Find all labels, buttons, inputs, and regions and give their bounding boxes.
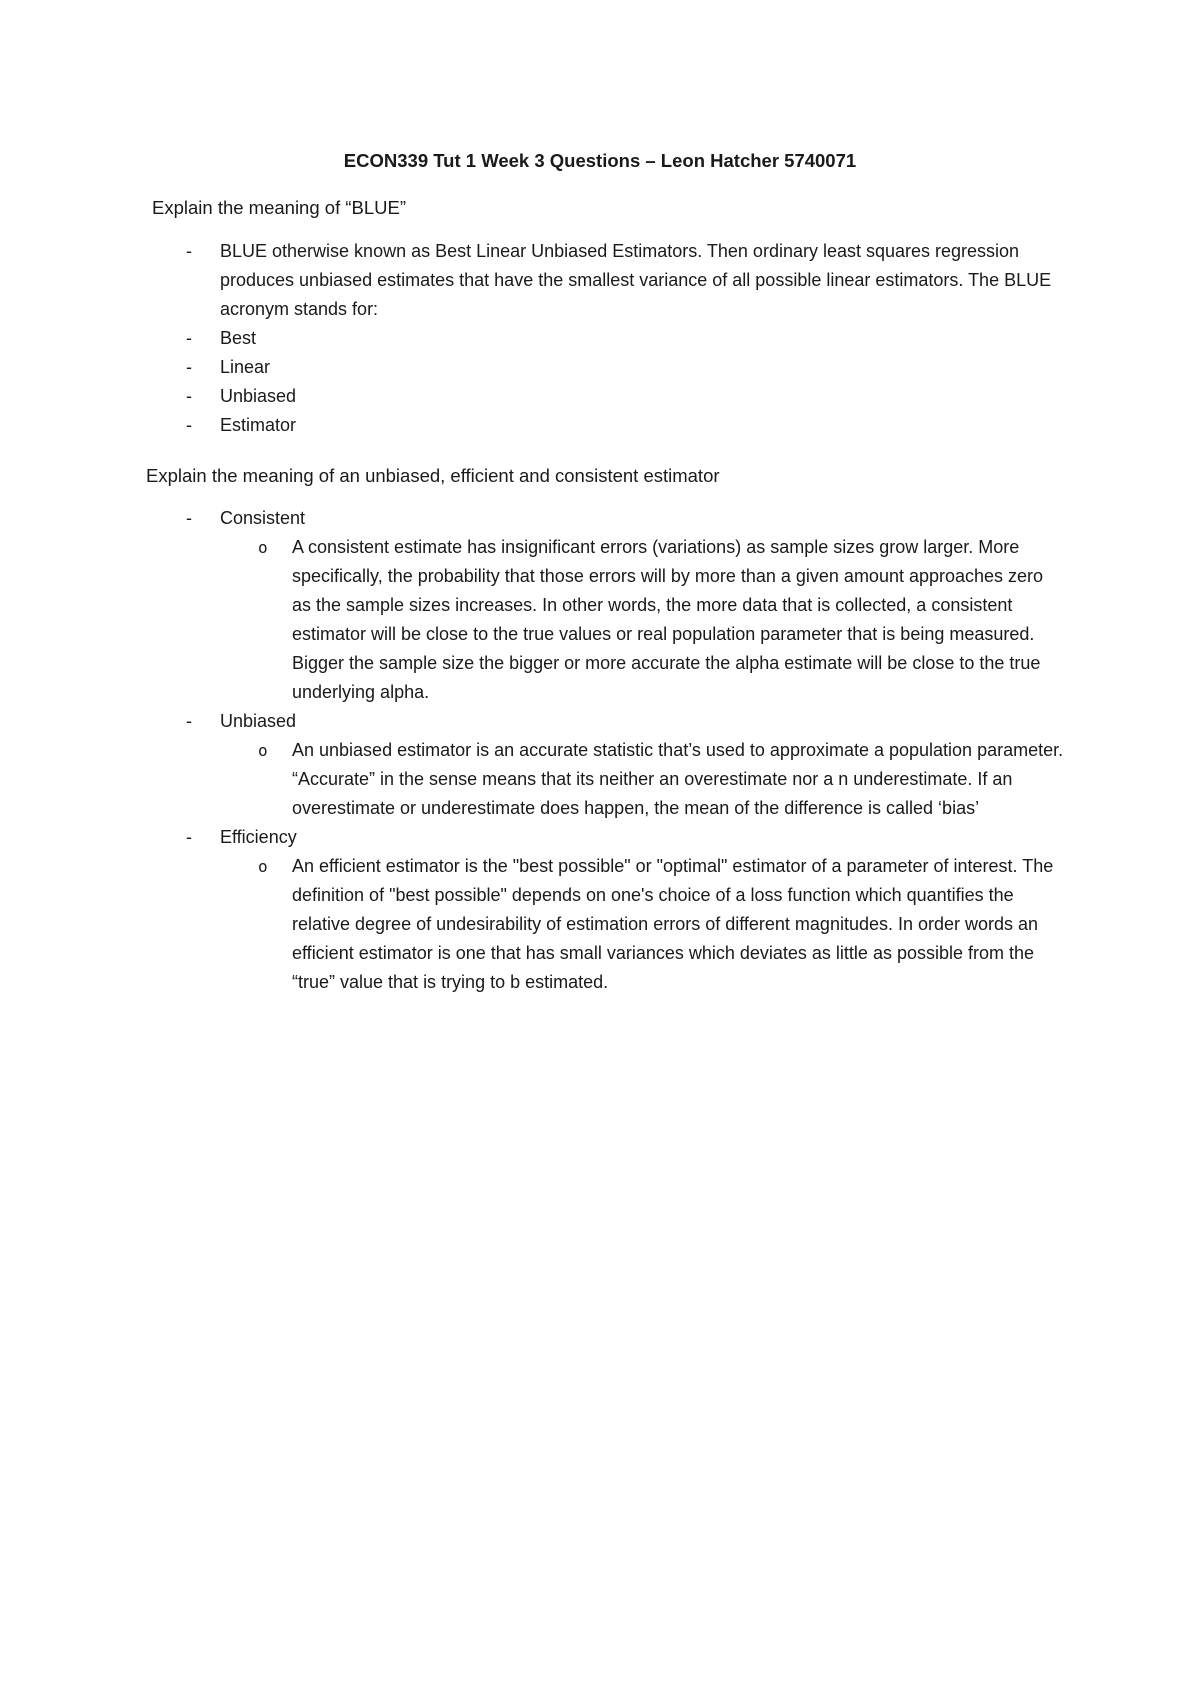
list-item [186,324,1066,353]
list-item-text: Unbiased [220,386,297,406]
list-item-text: Estimator [220,415,297,435]
sub-item-text: A consistent estimate has insignificant errors (variations) as sample sizes grow larger. More specifically, the probability that those errors will by more than a given amount approaches zero as the sample sizes increases. In other words, the more data that is collected, a consistent estimator will be close to the true values or real population parameter that is being measured. Bigger the sample size the bigger or more accurate the alpha estimate will be close to the true underlying alpha. [292,537,1044,702]
sub-item-text: An efficient estimator is the "best possible" or "optimal" estimator of a parameter of interest. The definition of "best possible" depends on one's choice of a loss function which quantifies the relative degree of undesirability of estimation errors of different magnitudes. In order words an efficient estimator is one that has small variances which deviates as little as possible from the “true” value that is trying to b estimated. [292,856,1054,992]
dash-bullet: - [186,508,192,528]
sub-item-consistent [186,533,1066,707]
circle-bullet: o [258,857,268,876]
dash-bullet: - [186,827,192,847]
list-item-text: BLUE otherwise known as Best Linear Unbiased Estimators. Then ordinary least squares regression produces unbiased estimates that have the smallest variance of all possible linear estimators. The BLUE acronym stands for: [220,241,1052,319]
circle-bullet: o [258,538,268,557]
list-item-label: Efficiency [220,827,297,847]
sub-item-efficiency [186,852,1066,997]
dash-bullet: - [186,328,192,348]
dash-bullet: - [186,386,192,406]
estimator-list [186,504,1066,997]
sub-item-text: An unbiased estimator is an accurate statistic that’s used to approximate a population parameter. “Accurate” in the sense means that its neither an overestimate nor a n underestimate. If an overestimate or underestimate does happen, the mean of the difference is called ‘bias’ [292,740,1064,818]
question-1-heading: Explain the meaning of “BLUE” [152,197,406,218]
list-item [186,411,1066,440]
dash-bullet: - [186,357,192,377]
dash-bullet: - [186,711,192,731]
dash-bullet: - [186,241,192,261]
list-item [186,237,1066,324]
list-item [186,353,1066,382]
blue-list [186,237,1066,440]
list-item-label: Unbiased [220,711,297,731]
circle-bullet: o [258,741,268,760]
list-item-text: Best [220,328,257,348]
list-item-efficiency [186,823,1066,852]
question-2-heading: Explain the meaning of an unbiased, efficient and consistent estimator [146,465,720,486]
list-item-label: Consistent [220,508,306,528]
list-item [186,382,1066,411]
list-item-consistent [186,504,1066,533]
sub-item-unbiased [186,736,1066,823]
document-title: ECON339 Tut 1 Week 3 Questions – Leon Hatcher 5740071 [343,150,857,171]
list-item-text: Linear [220,357,271,377]
dash-bullet: - [186,415,192,435]
list-item-unbiased [186,707,1066,736]
